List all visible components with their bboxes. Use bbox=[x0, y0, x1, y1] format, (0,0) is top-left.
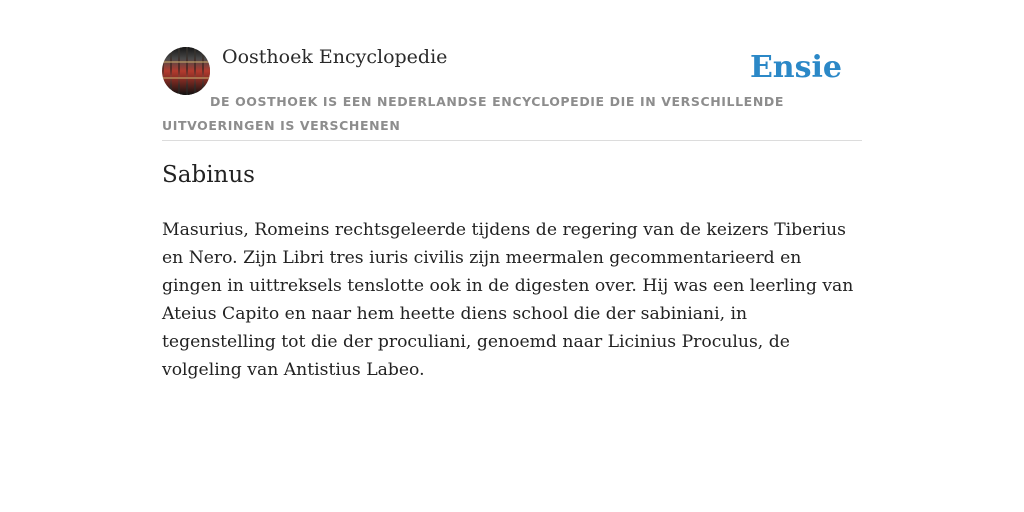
article-body: Masurius, Romeins rechtsgeleerde tijdens de regering van de keizers Tiberius en Nero. Zijn Libri tres iuris civilis zijn meermalen gecommentarieerd en gingen in uittreksels tenslotte ook in de digesten over. Hij was een leerling van Ateius Capito en naar hem heette diens school die der sabiniani, in tegenstelling tot die der proculiani, genoemd naar Licinius Proculus, de volgeling van Antistius Labeo. bbox=[162, 220, 854, 380]
site-name[interactable]: Oosthoek Encyclopedie bbox=[222, 46, 448, 68]
site-header bbox=[162, 44, 862, 141]
brand-logo-link[interactable]: Ensie bbox=[749, 50, 842, 85]
site-tagline: DE OOSTHOEK IS EEN NEDERLANDSE ENCYCLOPEDIE DIE IN VERSCHILLENDE UITVOERINGEN IS VERSCHENEN bbox=[162, 94, 784, 133]
books-icon[interactable] bbox=[162, 47, 210, 95]
article-title: Sabinus bbox=[162, 162, 255, 188]
